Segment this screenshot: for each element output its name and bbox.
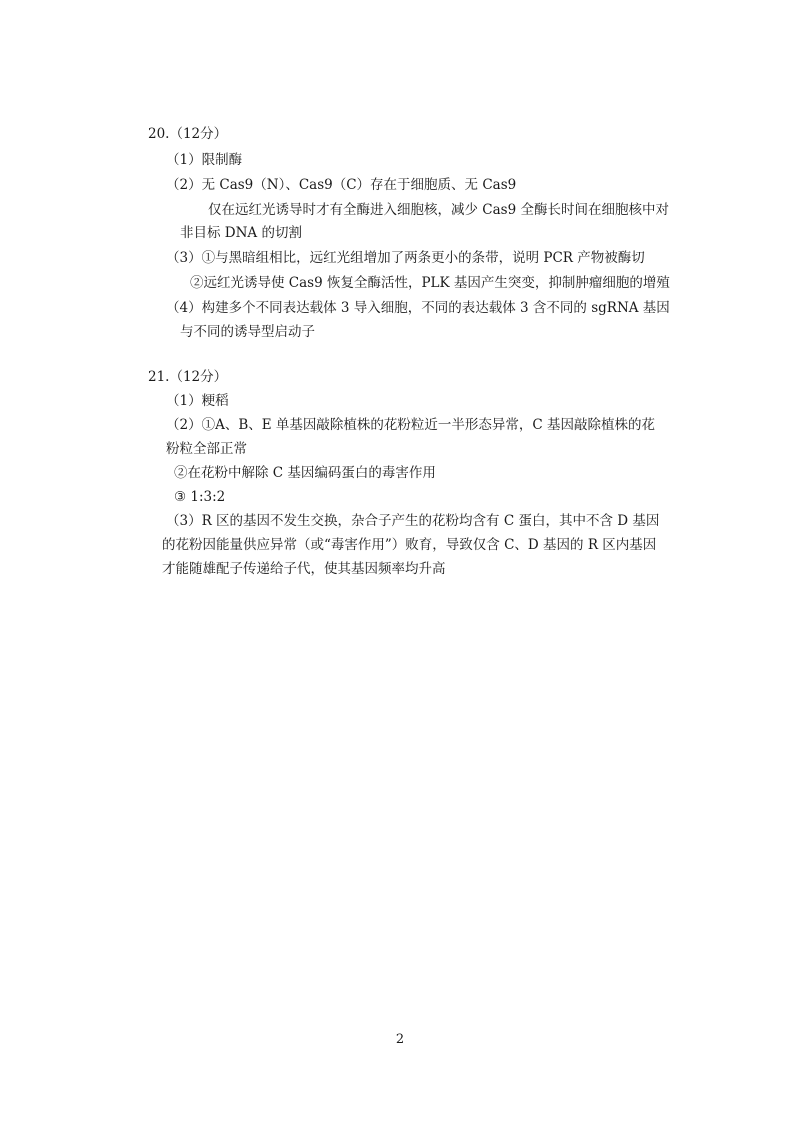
q21-answer-2-1-cont: 粉粒全部正常 [166,441,247,457]
q21-answer-3: （3）R 区的基因不发生交换，杂合子产生的花粉均含有 C 蛋白，其中不含 D 基因 [166,513,660,529]
q21-answer-3-cont: 的花粉因能量供应异常（或“毒害作用”）败育，导致仅含 C、D 基因的 R 区内基因 [162,537,657,553]
q21-answer-3-cont2: 才能随雄配子传递给子代，使其基因频率均升高 [162,561,446,577]
q20-answer-2: （2）无 Cas9（N）、Cas9（C）存在于细胞质、无 Cas9 [166,177,517,193]
question-21-header: 21.（12分） [148,369,228,385]
q21-answer-2-3: ③ 1:3:2 [174,489,226,505]
q20-answer-4: （4）构建多个不同表达载体 3 导入细胞，不同的表达载体 3 含不同的 sgRNA 基因 [166,300,670,316]
q20-answer-3-1: （3）①与黑暗组相比，远红光组增加了两条更小的条带，说明 PCR 产物被酶切 [166,250,645,266]
question-20-header: 20.（12分） [148,126,228,142]
q20-answer-1: （1）限制酶 [166,152,243,168]
q21-answer-2-2: ②在花粉中解除 C 基因编码蛋白的毒害作用 [174,465,436,481]
q20-answer-4-cont: 与不同的诱导型启动子 [180,324,315,340]
q21-answer-1: （1）粳稻 [166,393,229,409]
q20-answer-2-cont2: 非目标 DNA 的切割 [180,225,302,241]
q20-answer-2-cont: 仅在远红光诱导时才有全酶进入细胞核，减少 Cas9 全酶长时间在细胞核中对 [208,202,669,218]
q20-answer-3-2: ②远红光诱导使 Cas9 恢复全酶活性，PLK 基因产生突变，抑制肿瘤细胞的增殖 [190,275,670,291]
page-number: 2 [395,1032,405,1047]
q21-answer-2-1: （2）①A、B、E 单基因敲除植株的花粉粒近一半形态异常，C 基因敲除植株的花 [166,417,656,433]
